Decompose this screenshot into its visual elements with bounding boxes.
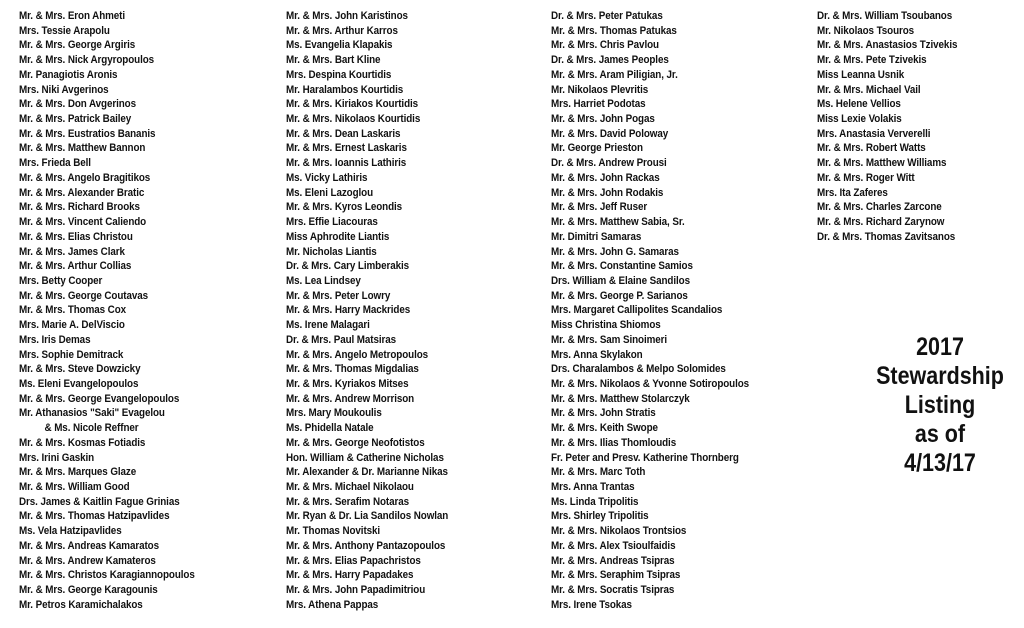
donor-name: Ms. Helene Vellios xyxy=(817,98,901,111)
donor-name: Mr. & Mrs. Richard Zarynow xyxy=(817,216,945,229)
donor-name: Mr. & Mrs. Ioannis Lathiris xyxy=(286,157,407,170)
donor-name: Mr. Haralambos Kourtidis xyxy=(286,83,404,96)
donor-name: Mr. & Mrs. Robert Watts xyxy=(817,142,926,155)
donor-name: Mr. & Mrs. Bart Kline xyxy=(286,54,381,67)
donor-name: Mr. & Mrs. Ernest Laskaris xyxy=(286,142,407,155)
donor-name: Fr. Peter and Presv. Katherine Thornberg xyxy=(551,451,739,464)
donor-name: Mr. & Mrs. Nikolaos & Yvonne Sotiropoulos xyxy=(551,377,750,390)
donor-name: Mr. & Mrs. Steve Dowzicky xyxy=(19,363,141,376)
donor-name: Mr. & Mrs. Socratis Tsipras xyxy=(551,584,675,597)
donor-name: Mrs. Shirley Tripolitis xyxy=(551,510,649,523)
donor-name: Mrs. Anna Trantas xyxy=(551,481,635,493)
donor-name: Mr. Nikolaos Plevritis xyxy=(551,83,649,96)
donor-name: Mr. & Mrs. William Good xyxy=(19,481,130,493)
donor-name: Mr. & Mrs. George Neofotistos xyxy=(286,436,425,449)
donor-name: Mrs. Harriet Podotas xyxy=(551,98,646,111)
donor-name: Ms. Evangelia Klapakis xyxy=(286,39,393,52)
donor-name: Mr. & Mrs. Harry Mackrides xyxy=(286,304,411,317)
donor-name: Mr. Thomas Novitski xyxy=(286,525,381,538)
donor-name: Mr. Panagiotis Aronis xyxy=(19,68,118,81)
heading-listing: Listing xyxy=(904,391,976,419)
donor-name: Mrs. Betty Cooper xyxy=(19,274,103,287)
donor-name: Mr. & Mrs. Pete Tzivekis xyxy=(817,54,927,67)
donor-name: Mr. & Mrs. Arthur Karros xyxy=(286,24,398,37)
donor-name: Mr. & Mrs. Dean Laskaris xyxy=(286,127,401,140)
donor-name: Mr. & Mrs. John Pogas xyxy=(551,113,655,126)
donor-name: Mr. & Mrs. Seraphim Tsipras xyxy=(551,569,681,582)
donor-name: Mr. & Mrs. Serafim Notaras xyxy=(286,495,410,508)
donor-name: Dr. & Mrs. Cary Limberakis xyxy=(286,260,410,273)
donor-name: Mr. & Mrs. Kiriakos Kourtidis xyxy=(286,98,419,111)
heading-as-of: as of xyxy=(914,420,966,448)
donor-name: Miss Aphrodite Liantis xyxy=(286,230,390,243)
donor-name: Mr. & Mrs. Thomas Cox xyxy=(19,304,127,317)
donor-name: Mr. & Mrs. Thomas Patukas xyxy=(551,24,677,37)
donor-name: Mr. & Mrs. Michael Vail xyxy=(817,83,921,96)
donor-name: Mr. & Mrs. Arthur Collias xyxy=(19,260,132,273)
donor-name: Mr. & Mrs. Matthew Williams xyxy=(817,157,947,170)
donor-name: Ms. Lea Lindsey xyxy=(286,274,361,287)
donor-name: Mr. & Mrs. Angelo Bragitikos xyxy=(19,171,151,184)
donor-name: Mr. & Mrs. Nick Argyropoulos xyxy=(19,54,155,67)
heading-date: 4/13/17 xyxy=(904,449,976,477)
donor-name: Mrs. Tessie Arapolu xyxy=(19,24,110,37)
names-column-4 xyxy=(817,9,977,245)
donor-name: Dr. & Mrs. Thomas Zavitsanos xyxy=(817,230,956,243)
donor-name: Mrs. Irene Tsokas xyxy=(551,598,632,611)
donor-name: Miss Christina Shiomos xyxy=(551,319,661,332)
donor-name: Mr. & Mrs. Don Avgerinos xyxy=(19,98,136,111)
donor-name: Mr. & Mrs. Nikolaos Kourtidis xyxy=(286,113,421,126)
donor-name: Mr. & Mrs. John Papadimitriou xyxy=(286,584,426,597)
donor-name: Mr. & Mrs. Ilias Thomloudis xyxy=(551,436,677,449)
donor-name: Mr. & Mrs. Peter Lowry xyxy=(286,289,391,302)
donor-name: Mr. Nikolaos Tsouros xyxy=(817,24,915,37)
donor-name: Ms. Eleni Lazoglou xyxy=(286,186,374,199)
donor-name: Mr. & Mrs. Eustratios Bananis xyxy=(19,127,156,140)
donor-name: Mr. & Mrs. James Clark xyxy=(19,245,125,258)
names-column-2 xyxy=(286,9,470,612)
donor-name: Mr. & Mrs. Marques Glaze xyxy=(19,466,137,479)
donor-name: Mrs. Despina Kourtidis xyxy=(286,68,392,81)
donor-name: Mr. & Mrs. Alex Tsioulfaidis xyxy=(551,539,676,552)
donor-name: Ms. Linda Tripolitis xyxy=(551,495,639,508)
donor-name: Mr. & Mrs. George P. Sarianos xyxy=(551,289,688,302)
donor-name: Mr. & Mrs. John Rackas xyxy=(551,171,660,184)
donor-name: Mrs. Effie Liacouras xyxy=(286,216,378,229)
donor-name: Mr. & Mrs. John Stratis xyxy=(551,407,656,420)
donor-name: Mr. & Mrs. Kosmas Fotiadis xyxy=(19,436,146,449)
donor-name: Mr. & Mrs. George Argiris xyxy=(19,39,136,52)
donor-name: Mr. & Mrs. Alexander Bratic xyxy=(19,186,145,199)
donor-name: Mr. & Mrs. Matthew Bannon xyxy=(19,142,146,155)
donor-name: Mrs. Mary Moukoulis xyxy=(286,407,382,420)
donor-name: Mr. & Mrs. Andrew Morrison xyxy=(286,392,415,405)
donor-name: Hon. William & Catherine Nicholas xyxy=(286,451,444,464)
donor-name: Mr. Alexander & Dr. Marianne Nikas xyxy=(286,466,448,479)
donor-name: Mr. & Mrs. Kyriakos Mitses xyxy=(286,377,409,390)
donor-name: Drs. Charalambos & Melpo Solomides xyxy=(551,363,726,376)
names-column-3 xyxy=(551,9,776,612)
donor-name: Mrs. Marie A. DelViscio xyxy=(19,319,125,332)
donor-name: Mr. & Mrs. Elias Christou xyxy=(19,230,133,243)
donor-name: Mr. & Mrs. Anastasios Tzivekis xyxy=(817,39,958,52)
donor-name: Mr. & Mrs. Thomas Hatzipavlides xyxy=(19,510,170,523)
donor-name: Dr. & Mrs. Andrew Prousi xyxy=(551,157,667,170)
donor-name: Mr. & Mrs. Matthew Sabia, Sr. xyxy=(551,216,685,229)
donor-name: Mr. Athanasios "Saki" Evagelou xyxy=(19,407,165,420)
donor-name: Mr. & Mrs. Richard Brooks xyxy=(19,201,140,214)
donor-name: Mr. & Mrs. John Rodakis xyxy=(551,186,664,199)
donor-name: Dr. & Mrs. Paul Matsiras xyxy=(286,333,397,346)
donor-name: Drs. James & Kaitlin Fague Grinias xyxy=(19,495,180,508)
donor-name: Mrs. Margaret Callipolites Scandalios xyxy=(551,304,723,317)
donor-name: Mr. & Mrs. Keith Swope xyxy=(551,422,658,435)
donor-name: Mr. & Mrs. Patrick Bailey xyxy=(19,113,132,126)
donor-name: Mr. & Mrs. Vincent Caliendo xyxy=(19,216,147,229)
heading-stewardship: Stewardship xyxy=(876,362,1004,390)
donor-name: Mr. & Mrs. Constantine Samios xyxy=(551,260,693,273)
donor-name: & Ms. Nicole Reffner xyxy=(44,422,139,435)
donor-name: Mr. & Mrs. John G. Samaras xyxy=(551,245,679,258)
donor-name: Mr. Ryan & Dr. Lia Sandilos Nowlan xyxy=(286,510,449,523)
donor-name: Mr. & Mrs. Kyros Leondis xyxy=(286,201,403,214)
donor-name: Mr. Petros Karamichalakos xyxy=(19,598,143,611)
donor-name: Mrs. Anastasia Ververelli xyxy=(817,127,931,140)
donor-name: Mr. & Mrs. Chris Pavlou xyxy=(551,39,659,52)
donor-name: Mr. & Mrs. Matthew Stolarczyk xyxy=(551,392,690,405)
donor-name: Mr. & Mrs. Charles Zarcone xyxy=(817,201,942,214)
donor-name: Mr. & Mrs. John Karistinos xyxy=(286,10,408,22)
donor-name: Mrs. Frieda Bell xyxy=(19,157,91,170)
donor-name: Mr. & Mrs. Andrew Kamateros xyxy=(19,554,156,567)
donor-name: Drs. William & Elaine Sandilos xyxy=(551,274,690,287)
donor-name: Dr. & Mrs. James Peoples xyxy=(551,54,669,67)
donor-name: Mr. & Mrs. Aram Piligian, Jr. xyxy=(551,68,678,81)
donor-name: Mr. & Mrs. Elias Papachristos xyxy=(286,554,421,567)
donor-name: Ms. Phidella Natale xyxy=(286,422,374,435)
donor-name: Mr. & Mrs. Andreas Tsipras xyxy=(551,554,675,567)
donor-name: Mr. & Mrs. George Karagounis xyxy=(19,584,158,597)
donor-name: Mr. & Mrs. Marc Toth xyxy=(551,466,646,479)
donor-name: Miss Lexie Volakis xyxy=(817,113,902,126)
donor-name: Mr. & Mrs. Sam Sinoimeri xyxy=(551,333,668,346)
heading-year: 2017 xyxy=(916,333,964,361)
donor-name: Dr. & Mrs. Peter Patukas xyxy=(551,10,663,22)
names-column-1 xyxy=(19,9,219,612)
donor-name: Mrs. Anna Skylakon xyxy=(551,348,643,361)
donor-name: Mrs. Athena Pappas xyxy=(286,598,379,611)
donor-name: Mr. & Mrs. David Poloway xyxy=(551,127,669,140)
donor-name: Mr. & Mrs. George Evangelopoulos xyxy=(19,392,180,405)
donor-name: Mr. & Mrs. Anthony Pantazopoulos xyxy=(286,539,446,552)
donor-name: Ms. Vela Hatzipavlides xyxy=(19,525,122,538)
donor-name: Ms. Vicky Lathiris xyxy=(286,171,368,184)
donor-name: Miss Leanna Usnik xyxy=(817,68,905,81)
donor-name: Mr. & Mrs. Nikolaos Trontsios xyxy=(551,525,687,538)
donor-name: Mr. & Mrs. George Coutavas xyxy=(19,289,149,302)
donor-name: Mrs. Iris Demas xyxy=(19,333,91,346)
donor-name: Mr. & Mrs. Michael Nikolaou xyxy=(286,481,414,493)
donor-name: Mr. Dimitri Samaras xyxy=(551,230,642,243)
donor-name: Dr. & Mrs. William Tsoubanos xyxy=(817,10,953,22)
listing-heading xyxy=(854,333,1024,478)
donor-name: Mr. Nicholas Liantis xyxy=(286,245,377,258)
donor-name: Mrs. Sophie Demitrack xyxy=(19,348,124,361)
donor-name: Ms. Irene Malagari xyxy=(286,319,370,332)
donor-name: Mrs. Irini Gaskin xyxy=(19,451,95,464)
donor-name: Mr. & Mrs. Christos Karagiannopoulos xyxy=(19,569,195,582)
donor-name: Mr. & Mrs. Angelo Metropoulos xyxy=(286,348,429,361)
donor-name: Mr. & Mrs. Thomas Migdalias xyxy=(286,363,419,376)
donor-name: Mr. & Mrs. Andreas Kamaratos xyxy=(19,539,159,552)
donor-name: Mrs. Ita Zaferes xyxy=(817,186,888,199)
donor-name: Mr. George Prieston xyxy=(551,142,643,155)
donor-name: Mrs. Niki Avgerinos xyxy=(19,83,109,96)
donor-name: Mr. & Mrs. Eron Ahmeti xyxy=(19,10,126,22)
donor-name: Mr. & Mrs. Jeff Ruser xyxy=(551,201,648,214)
donor-name: Ms. Eleni Evangelopoulos xyxy=(19,377,139,390)
donor-name: Mr. & Mrs. Roger Witt xyxy=(817,171,915,184)
donor-name: Mr. & Mrs. Harry Papadakes xyxy=(286,569,414,582)
